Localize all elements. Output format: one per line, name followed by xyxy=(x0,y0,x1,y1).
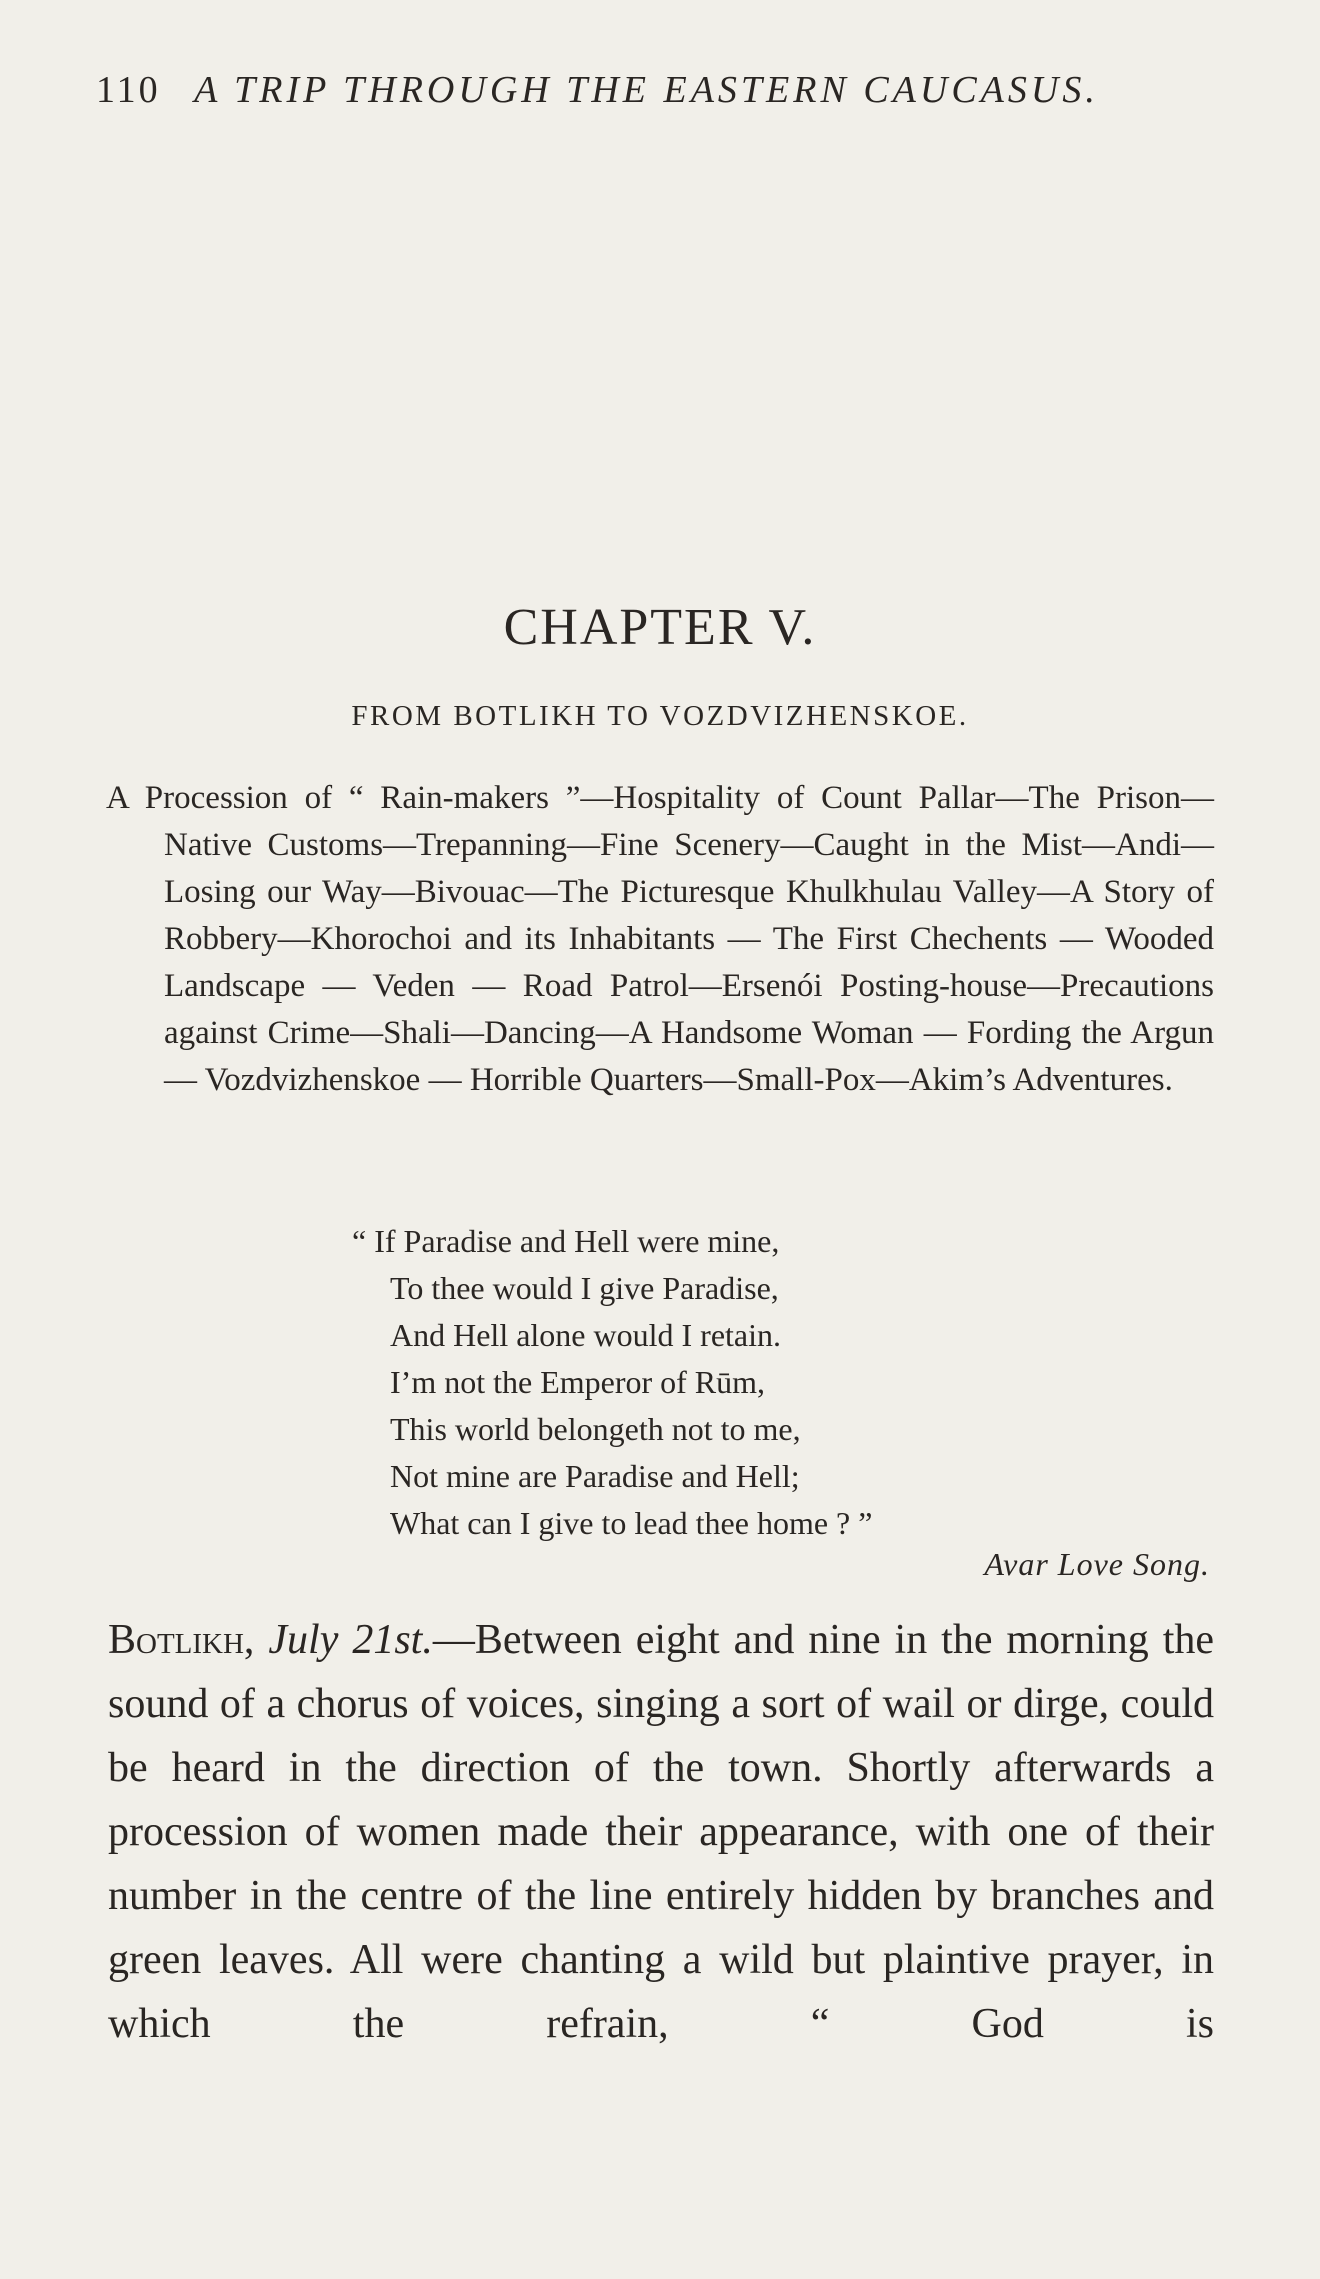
verse-line: What can I give to lead thee home ? ” xyxy=(390,1505,873,1541)
verse-line: Not mine are Paradise and Hell; xyxy=(390,1458,800,1494)
verse-line: To thee would I give Paradise, xyxy=(390,1270,779,1306)
entry-date: July 21st. xyxy=(268,1617,433,1663)
epigraph-verse xyxy=(352,1218,1052,1547)
chapter-synopsis: A Procession of “ Rain-makers ”—Hospitality of Count Pallar—The Prison—Native Customs—Trepanning—Fine Scenery—Caught in the Mist—Andi—Losing our Way—Bivouac—The Picturesque Khulkhulau Valley—A Story of Robbery—Khorochoi and its Inhabitants — The First Chechents — Wooded Landscape — Veden — Road Patrol—Ersenói Posting-house—Precautions against Crime—Shali—Dancing—A Handsome Woman — Fording the Argun — Vozdvizhenskoe — Horrible Quarters—Small-Pox—Akim’s Adventures. xyxy=(106,780,1214,1098)
verse-line: I’m not the Emperor of Rūm, xyxy=(390,1364,766,1400)
chapter-title: FROM BOTLIKH TO VOZDVIZHENSKOE. xyxy=(351,700,969,732)
verse-line: This world belongeth not to me, xyxy=(390,1411,801,1447)
body-paragraph xyxy=(108,1608,1214,2056)
verse-line: And Hell alone would I retain. xyxy=(390,1317,781,1353)
running-head xyxy=(96,68,1216,112)
page-number: 110 xyxy=(96,69,161,111)
paragraph-text: —Between eight and nine in the morning the sound of a chorus of voices, singing a sort of wail or dirge, could be heard in the direction of the town. Shortly afterwards a procession of women made their appearance, with one of their number in the centre of the line entirely hidden by branches and green leaves. All were chanting a wild but plaintive prayer, in which the refrain, “ God is xyxy=(108,1617,1215,2047)
verse-line: “ If Paradise and Hell were mine, xyxy=(352,1223,780,1259)
chapter-number: CHAPTER V. xyxy=(503,599,817,656)
place-name: Botlikh, xyxy=(108,1617,255,1663)
epigraph-attribution: Avar Love Song. xyxy=(984,1546,1210,1582)
book-title: A TRIP THROUGH THE EASTERN CAUCASUS. xyxy=(194,69,1099,111)
